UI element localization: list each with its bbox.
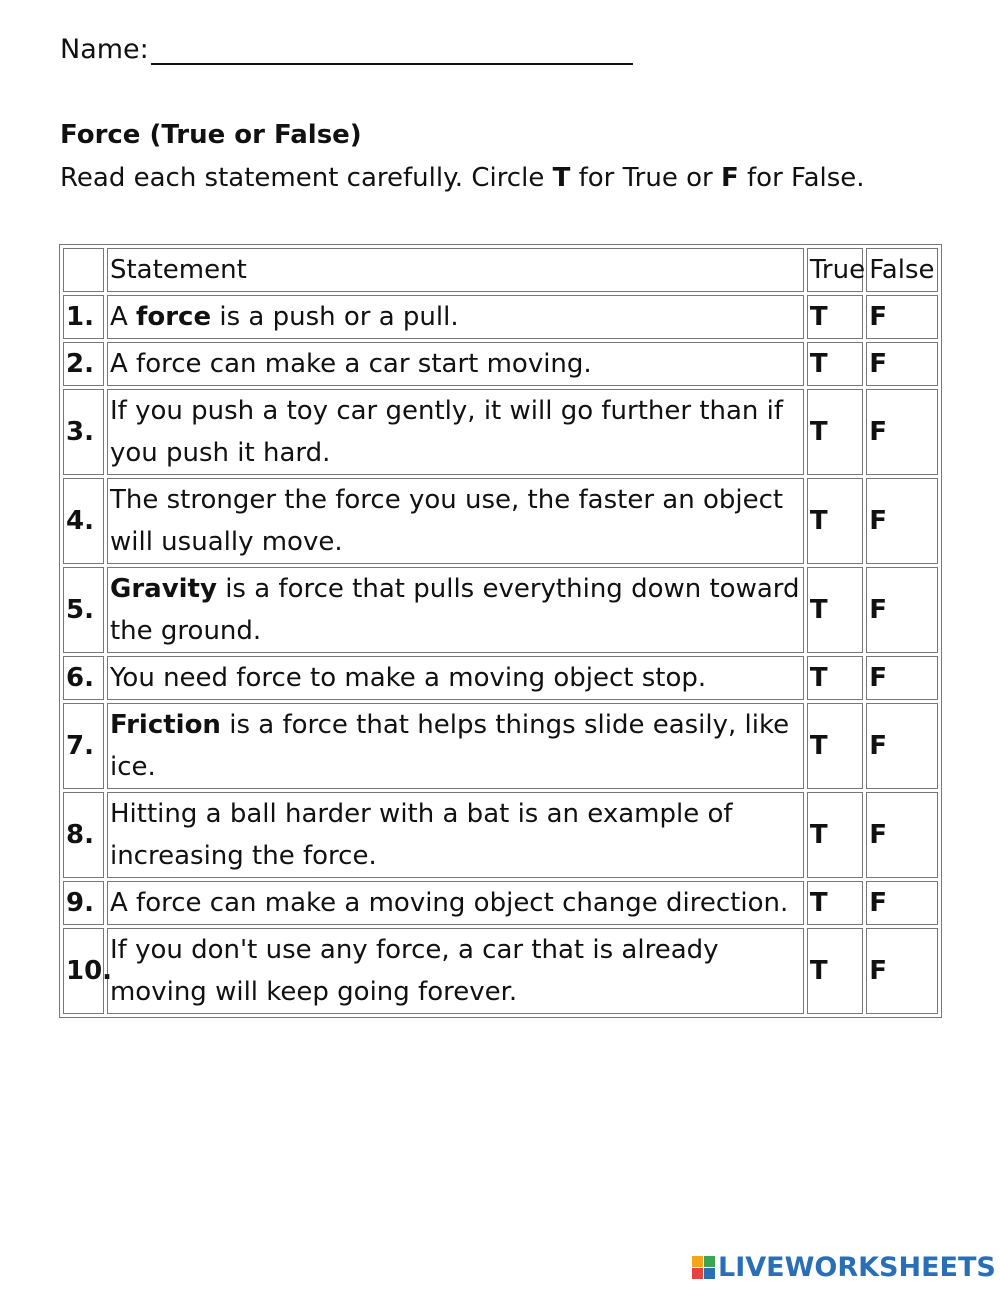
false-option[interactable]: F (866, 792, 938, 878)
statement-bold: force (136, 302, 212, 332)
row-number: 10. (63, 928, 104, 1014)
statement-post: is a force that helps things slide easily, like ice. (109, 710, 790, 782)
name-field (60, 34, 633, 65)
true-option[interactable]: T (807, 478, 863, 564)
name-blank-line[interactable] (151, 37, 633, 65)
statement-text (107, 928, 804, 1014)
statement-pre: The stronger the force you use, the faster an object will usually move. (109, 485, 784, 557)
table-header-row (63, 248, 938, 292)
table-row (63, 478, 938, 564)
table-row (63, 567, 938, 653)
instructions (60, 163, 865, 193)
row-number: 9. (63, 881, 104, 925)
header-number (63, 248, 104, 292)
logo-square (704, 1268, 715, 1279)
true-option[interactable]: T (807, 656, 863, 700)
false-option[interactable]: F (866, 342, 938, 386)
instructions-part2: for True or (570, 163, 721, 193)
true-option[interactable]: T (807, 389, 863, 475)
false-option[interactable]: F (866, 478, 938, 564)
logo-square (692, 1256, 703, 1267)
table-row (63, 928, 938, 1014)
table-row (63, 342, 938, 386)
instructions-t: T (552, 163, 571, 193)
table-row (63, 792, 938, 878)
worksheet-title: Force (True or False) (60, 120, 362, 150)
instructions-part1: Read each statement carefully. Circle (60, 163, 553, 193)
header-false: False (866, 248, 938, 292)
false-option[interactable]: F (866, 928, 938, 1014)
table-row (63, 703, 938, 789)
false-option[interactable]: F (866, 295, 938, 339)
statement-pre: If you push a toy car gently, it will go further than if you push it hard. (109, 396, 784, 468)
statement-text (107, 295, 804, 339)
statement-pre: Hitting a ball harder with a bat is an example of increasing the force. (109, 799, 733, 871)
statement-text (107, 703, 804, 789)
logo-square (704, 1256, 715, 1267)
liveworksheets-logo (692, 1252, 996, 1283)
statement-pre: A (109, 302, 137, 332)
instructions-part3: for False. (738, 163, 865, 193)
header-statement: Statement (107, 248, 804, 292)
row-number: 3. (63, 389, 104, 475)
table-row (63, 295, 938, 339)
statement-pre: You need force to make a moving object stop. (109, 663, 707, 693)
table-row (63, 881, 938, 925)
statement-pre: A force can make a moving object change direction. (109, 888, 789, 918)
false-option[interactable]: F (866, 703, 938, 789)
true-option[interactable]: T (807, 881, 863, 925)
table-row (63, 656, 938, 700)
statement-post: is a push or a pull. (211, 302, 459, 332)
statement-bold: Gravity (109, 574, 217, 604)
table-row (63, 389, 938, 475)
statement-bold: Friction (109, 710, 221, 740)
row-number: 7. (63, 703, 104, 789)
row-number: 5. (63, 567, 104, 653)
statement-text (107, 478, 804, 564)
statement-text (107, 389, 804, 475)
row-number: 6. (63, 656, 104, 700)
statement-table (59, 244, 942, 1018)
true-option[interactable]: T (807, 928, 863, 1014)
statement-pre: A force can make a car start moving. (109, 349, 592, 379)
statement-text (107, 792, 804, 878)
true-option[interactable]: T (807, 792, 863, 878)
statement-text (107, 567, 804, 653)
name-label: Name: (60, 34, 149, 65)
statement-pre: If you don't use any force, a car that is already moving will keep going forever. (109, 935, 719, 1007)
row-number: 4. (63, 478, 104, 564)
true-option[interactable]: T (807, 703, 863, 789)
statement-post: is a force that pulls everything down toward the ground. (109, 574, 800, 646)
row-number: 8. (63, 792, 104, 878)
true-option[interactable]: T (807, 342, 863, 386)
instructions-f: F (720, 163, 739, 193)
statement-text (107, 342, 804, 386)
false-option[interactable]: F (866, 881, 938, 925)
false-option[interactable]: F (866, 567, 938, 653)
logo-square (692, 1268, 703, 1279)
row-number: 2. (63, 342, 104, 386)
row-number: 1. (63, 295, 104, 339)
statement-text (107, 881, 804, 925)
true-option[interactable]: T (807, 567, 863, 653)
logo-mark-icon (692, 1256, 715, 1279)
logo-text: LIVEWORKSHEETS (718, 1252, 996, 1283)
statement-text (107, 656, 804, 700)
false-option[interactable]: F (866, 389, 938, 475)
false-option[interactable]: F (866, 656, 938, 700)
header-true: True (807, 248, 863, 292)
true-option[interactable]: T (807, 295, 863, 339)
